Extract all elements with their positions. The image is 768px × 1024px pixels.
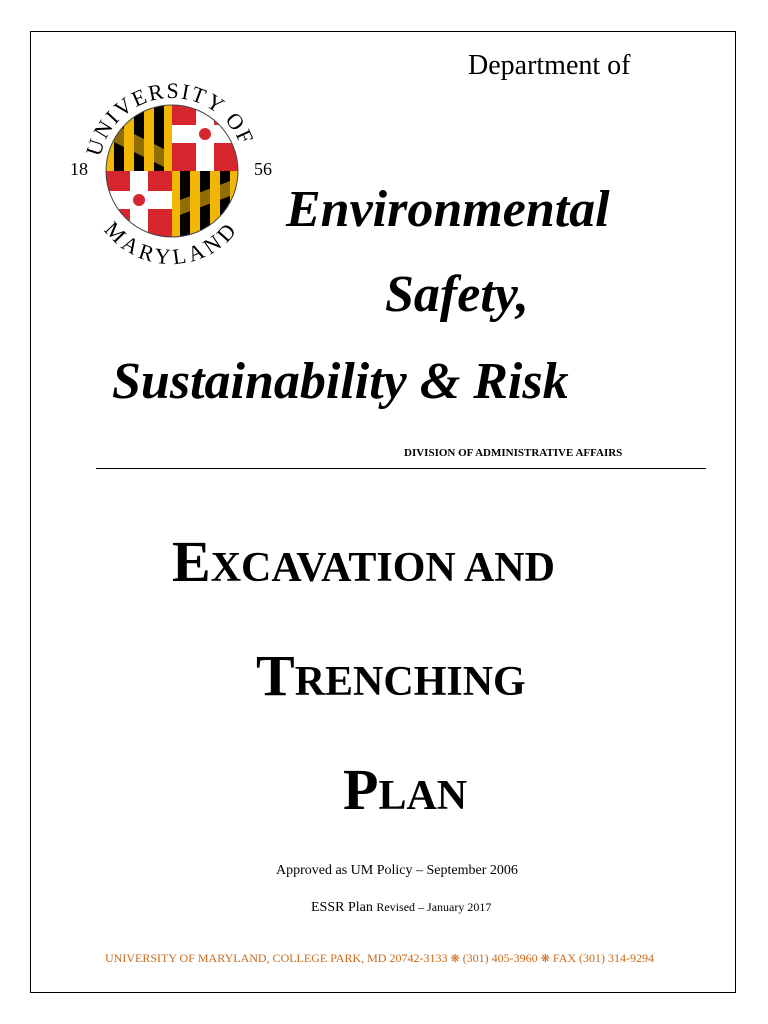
footer-phone: (301) 405-3960 [462,951,538,965]
department-title-line2: Safety, [385,266,529,323]
title-line1-initial: E [172,529,211,594]
seal-arc-top: UNIVERSITY OF [80,77,260,159]
seal-arc-bottom: MARYLAND [99,215,244,270]
footer-contact [105,951,654,966]
footer-separator-icon: ❋ [540,953,550,965]
footer-address: UNIVERSITY OF MARYLAND, COLLEGE PARK, MD 20742-3133 [105,951,448,965]
document-title-line1 [172,528,555,595]
footer-fax: FAX (301) 314-9294 [552,951,655,965]
header-divider [96,468,706,469]
department-title-line3: Sustainability & Risk [112,353,569,410]
document-title-line3 [343,756,467,823]
title-line1-rest: XCAVATION AND [210,545,555,591]
title-line3-initial: P [343,757,379,822]
department-prefix: Department of [468,50,631,81]
department-title-line1: Environmental [286,181,610,238]
title-line2-initial: T [256,643,295,708]
maryland-flag-emblem [106,105,238,237]
title-line2-rest: RENCHING [294,659,526,705]
revision-date [311,900,491,916]
seal-year-left: 18 [70,159,88,179]
revision-prefix: ESSR Plan [311,900,373,915]
seal-year-right: 56 [254,159,272,179]
title-line3-rest: LAN [378,773,468,819]
footer-separator-icon: ❋ [450,953,460,965]
division-label: DIVISION OF ADMINISTRATIVE AFFAIRS [404,447,623,459]
university-seal-logo [66,53,272,271]
revision-suffix: Revised – January 2017 [376,900,492,914]
document-title-line2 [256,642,526,709]
approval-date: Approved as UM Policy – September 2006 [276,863,518,878]
